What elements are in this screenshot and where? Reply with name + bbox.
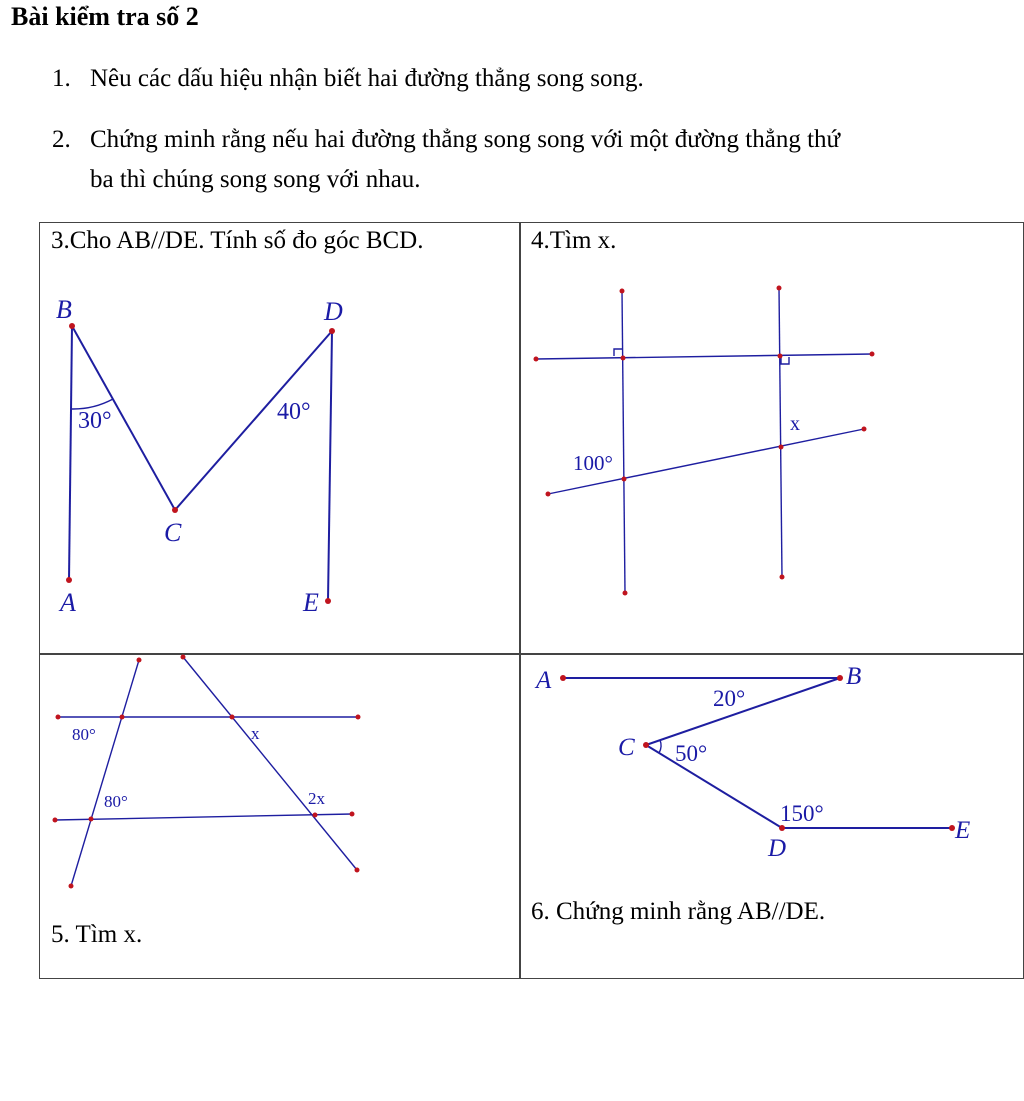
angle-label-x: x (790, 413, 800, 435)
angle-arc-c (659, 740, 661, 753)
point-e (325, 598, 331, 604)
transversal-left (71, 660, 139, 886)
point-d (329, 328, 335, 334)
point-4j (778, 354, 783, 359)
document-title: Bài kiểm tra số 2 (11, 2, 199, 31)
point-c (172, 507, 178, 513)
label-a: A (536, 667, 552, 694)
label-b: B (846, 663, 862, 690)
question-2-number: 2. (52, 126, 71, 153)
label-b: B (56, 295, 72, 324)
point-4k (622, 477, 627, 482)
problem-6-caption: 6. Chứng minh rằng AB//DE. (531, 898, 826, 925)
angle-label-150: 150° (780, 801, 824, 826)
segment-ab (69, 326, 72, 580)
angle-label-x: x (251, 724, 260, 743)
point-4a (620, 289, 625, 294)
right-angle-mark-left (614, 349, 622, 356)
point-5l (313, 813, 318, 818)
point-c (643, 742, 649, 748)
figure-problem-3 (56, 295, 343, 617)
point-5a (137, 658, 142, 663)
point-4g (546, 492, 551, 497)
question-1-number: 1. (52, 65, 71, 92)
problem-4-caption: 4.Tìm x. (531, 227, 617, 254)
question-2-text-line1: Chứng minh rằng nếu hai đường thẳng song song với một đường thẳng thứ (90, 126, 841, 153)
point-a (560, 675, 566, 681)
point-5b (69, 884, 74, 889)
label-c: C (164, 518, 182, 547)
angle-label-2x: 2x (308, 789, 325, 808)
problem-5-caption: 5. Tìm x. (51, 921, 143, 948)
point-5h (350, 812, 355, 817)
horizontal-line-top (536, 354, 872, 359)
question-2-text-line2: ba thì chúng song song với nhau. (90, 166, 421, 193)
label-c: C (618, 734, 635, 761)
point-4i (621, 356, 626, 361)
right-angle-mark-right (781, 357, 789, 364)
vertical-line-left (622, 291, 625, 593)
label-d: D (324, 297, 343, 326)
point-b (837, 675, 843, 681)
point-5j (230, 715, 235, 720)
angle-label-40: 40° (277, 399, 311, 425)
angle-label-50: 50° (675, 741, 708, 766)
point-5e (56, 715, 61, 720)
point-5d (355, 868, 360, 873)
figure-problem-6 (534, 663, 970, 862)
point-4f (870, 352, 875, 357)
figure-problem-5 (53, 655, 361, 889)
problem-3-caption: 3.Cho AB//DE. Tính số đo góc BCD. (51, 227, 424, 254)
line-bottom (55, 814, 352, 820)
point-4e (534, 357, 539, 362)
point-5i (120, 715, 125, 720)
point-a (66, 577, 72, 583)
point-5g (53, 818, 58, 823)
point-4l (779, 445, 784, 450)
label-e: E (303, 588, 319, 617)
point-4b (623, 591, 628, 596)
label-d: D (768, 835, 787, 862)
point-5c (181, 655, 186, 660)
segment-de (328, 331, 332, 601)
transversal-right (183, 657, 357, 870)
angle-label-80-bottom: 80° (104, 792, 128, 811)
point-4c (777, 286, 782, 291)
vertical-line-right (779, 288, 782, 577)
angle-label-20: 20° (713, 686, 746, 711)
question-1-text: Nêu các dấu hiệu nhận biết hai đường thẳng song song. (90, 65, 644, 92)
figure-problem-4 (534, 286, 875, 596)
angle-label-30: 30° (78, 408, 112, 434)
point-4h (862, 427, 867, 432)
point-4d (780, 575, 785, 580)
segment-cd (646, 745, 782, 828)
angle-label-100: 100° (573, 451, 613, 475)
point-5f (356, 715, 361, 720)
point-5k (89, 817, 94, 822)
label-e: E (955, 817, 971, 844)
label-a: A (60, 588, 76, 617)
angle-label-80-top: 80° (72, 725, 96, 744)
